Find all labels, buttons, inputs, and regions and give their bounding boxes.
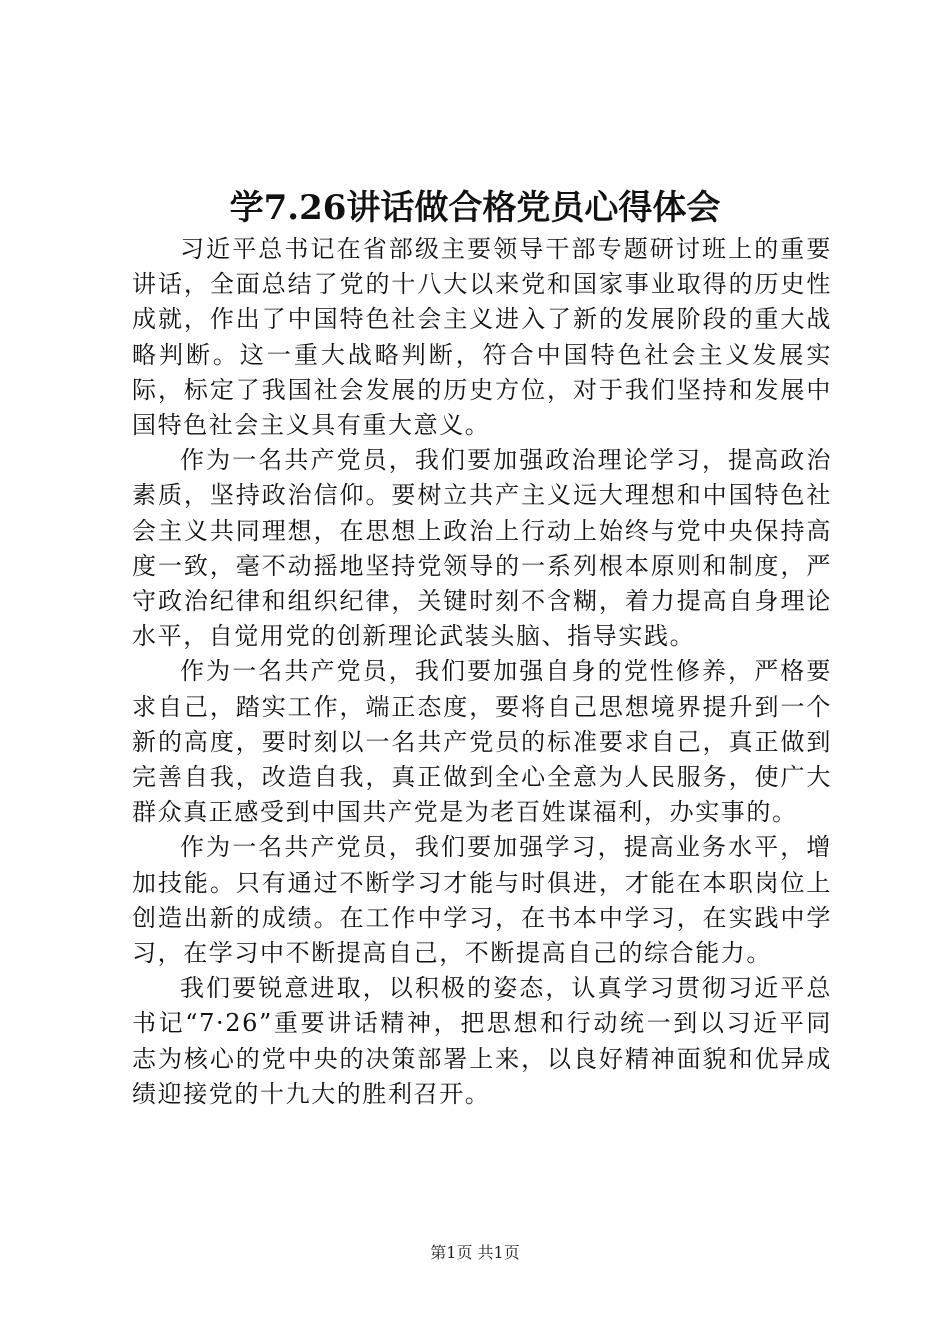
page-number-footer: 第1页 共1页 bbox=[430, 1243, 520, 1262]
paragraph-2: 作为一名共产党员，我们要加强政治理论学习，提高政治素质，坚持政治信仰。要树立共产主义远大理想和中国特色社会主义共同理想，在思想上政治上行动上始终与党中央保持高度一致，毫不动摇地坚持党领导的一系列根本原则和制度，严守政治纪律和组织纪律，关键时刻不含糊，着力提高自身理论水平，自觉用党的创新理论武装头脑、指导实践。 bbox=[132, 446, 832, 651]
document-title: 学7.26讲话做合格党员心得体会 bbox=[229, 188, 721, 228]
paragraph-3: 作为一名共产党员，我们要加强自身的党性修养，严格要求自己，踏实工作，端正态度，要将自己思想境界提升到一个新的高度，要时刻以一名共产党员的标准要求自己，真正做到完善自我，改造自我，真正做到全心全意为人民服务，使广大群众真正感受到中国共产党是为老百姓谋福利，办实事的。 bbox=[132, 657, 832, 827]
paragraph-1: 习近平总书记在省部级主要领导干部专题研讨班上的重要讲话，全面总结了党的十八大以来党和国家事业取得的历史性成就，作出了中国特色社会主义进入了新的发展阶段的重大战略判断。这一重大战略判断，符合中国特色社会主义发展实际，标定了我国社会发展的历史方位，对于我们坚持和发展中国特色社会主义具有重大意义。 bbox=[132, 235, 832, 440]
paragraph-4: 作为一名共产党员，我们要加强学习，提高业务水平，增加技能。只有通过不断学习才能与时俱进，才能在本职岗位上创造出新的成绩。在工作中学习，在书本中学习，在实践中学习，在学习中不断提高自己，不断提高自己的综合能力。 bbox=[132, 833, 832, 968]
paragraph-5: 我们要锐意进取，以积极的姿态，认真学习贯彻习近平总书记“7·26”重要讲话精神，把思想和行动统一到以习近平同志为核心的党中央的决策部署上来，以良好精神面貌和优异成绩迎接党的十九大的胜利召开。 bbox=[132, 974, 832, 1108]
document-body bbox=[132, 232, 832, 1112]
